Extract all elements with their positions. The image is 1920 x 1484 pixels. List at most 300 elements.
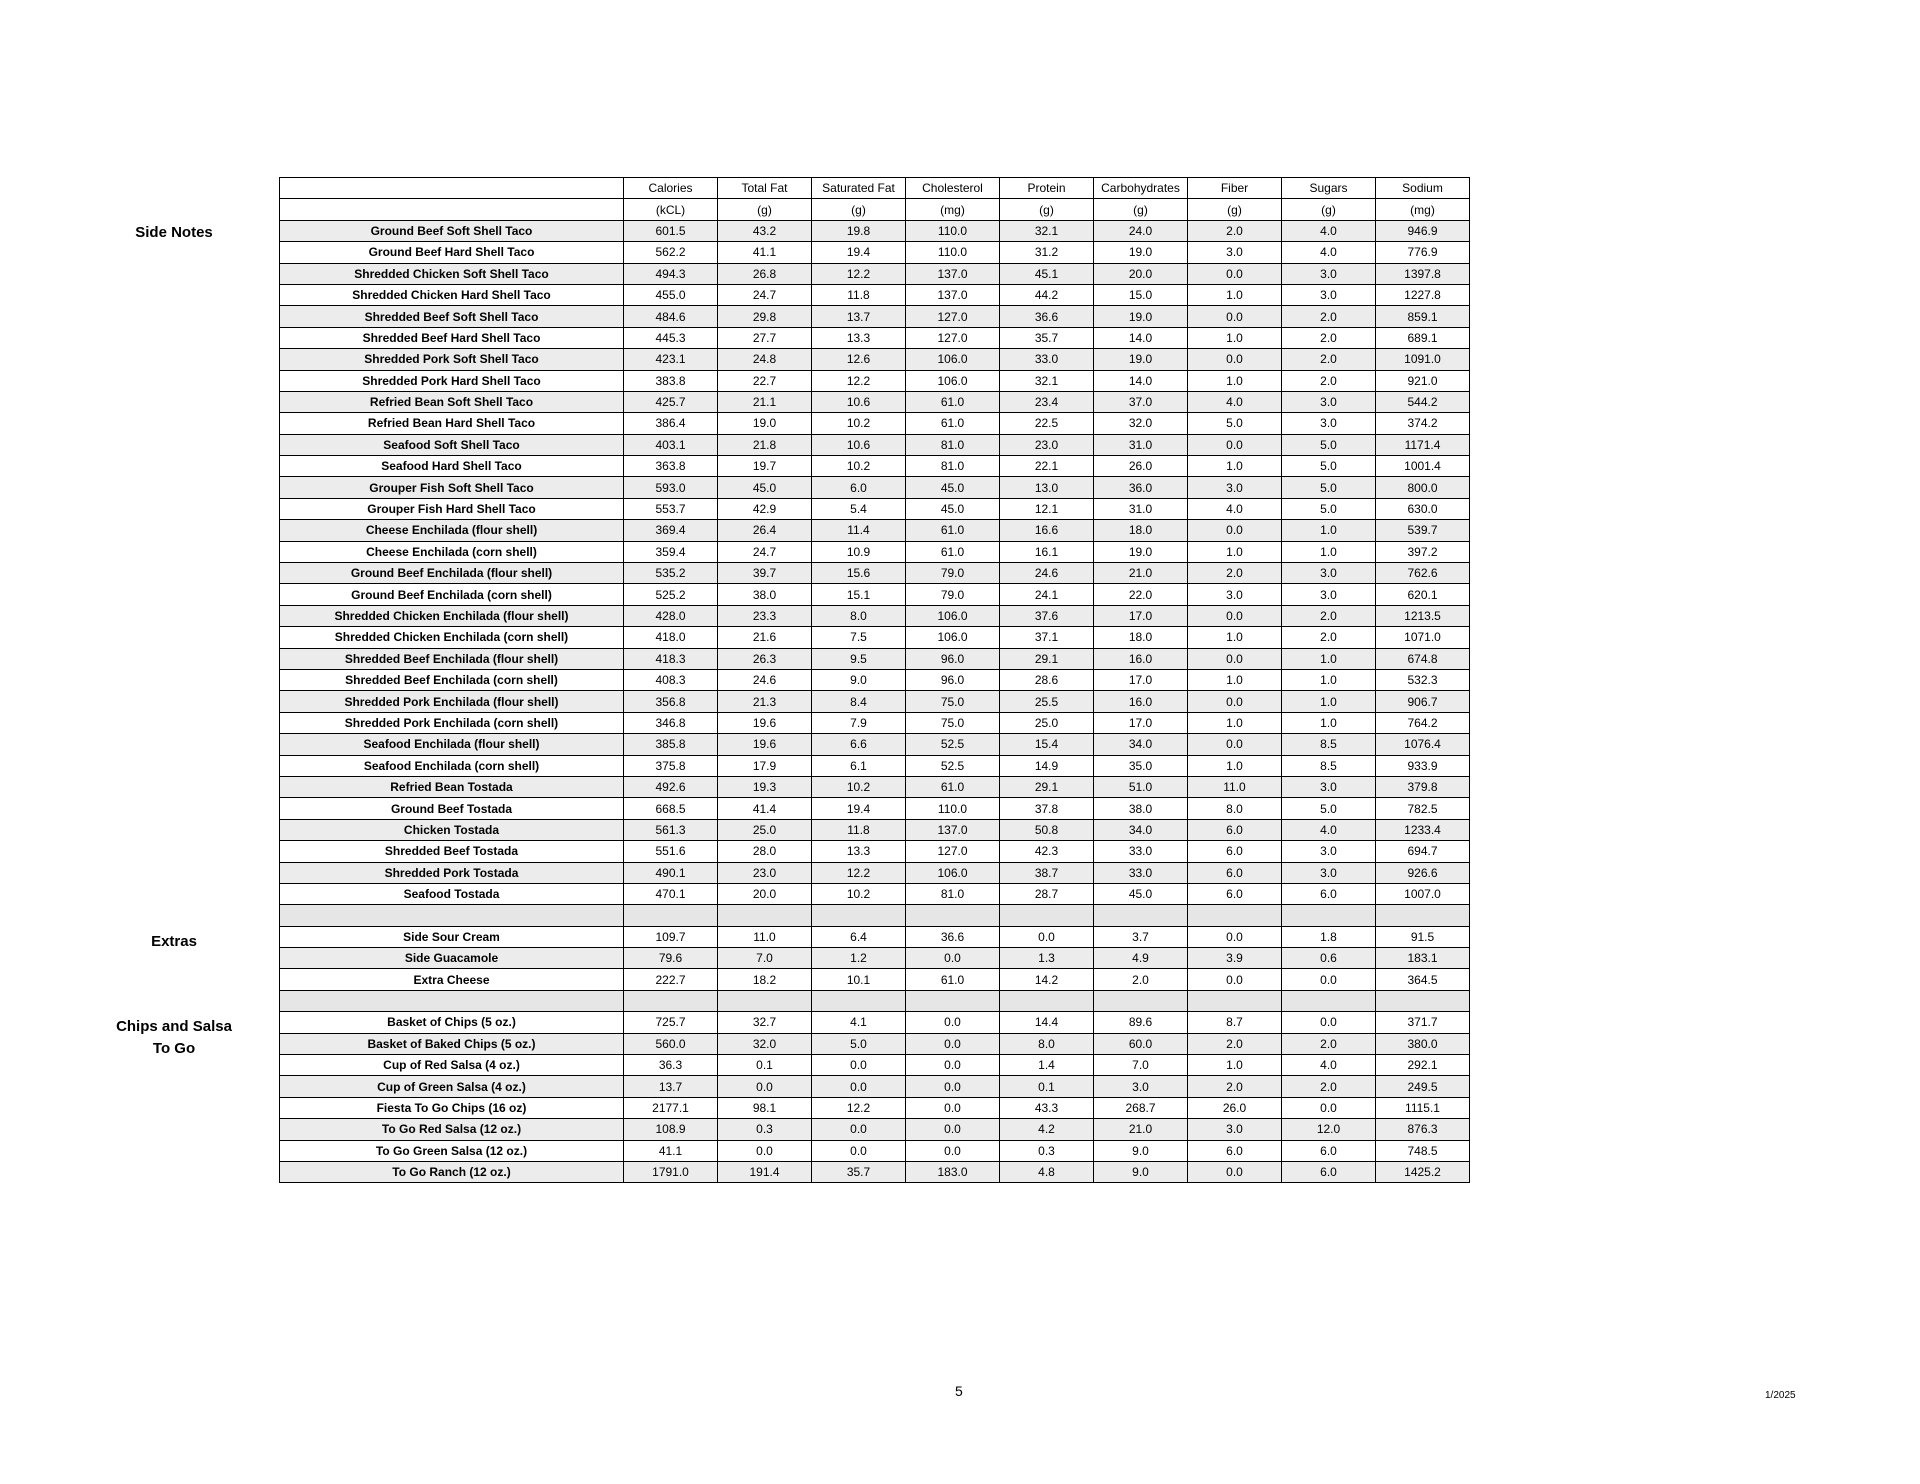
value-cell: 52.5 <box>906 734 1000 755</box>
spacer-cell <box>1282 990 1376 1011</box>
spacer-cell <box>718 990 812 1011</box>
item-name-cell: Shredded Chicken Enchilada (flour shell) <box>280 605 624 626</box>
value-cell: 108.9 <box>624 1119 718 1140</box>
section-label-chips-line1: Chips and Salsa <box>116 1018 232 1035</box>
value-cell: 26.3 <box>718 648 812 669</box>
value-cell: 16.0 <box>1094 648 1188 669</box>
value-cell: 6.1 <box>812 755 906 776</box>
value-cell: 4.2 <box>1000 1119 1094 1140</box>
value-cell: 0.0 <box>1188 520 1282 541</box>
table-row <box>280 734 1470 755</box>
value-cell: 20.0 <box>1094 263 1188 284</box>
value-cell: 6.0 <box>1188 862 1282 883</box>
value-cell: 876.3 <box>1376 1119 1470 1140</box>
value-cell: 17.0 <box>1094 712 1188 733</box>
value-cell: 21.0 <box>1094 1119 1188 1140</box>
spacer-cell <box>280 990 624 1011</box>
value-cell: 2.0 <box>1282 1033 1376 1054</box>
table-row <box>280 862 1470 883</box>
value-cell: 5.4 <box>812 498 906 519</box>
value-cell: 1091.0 <box>1376 349 1470 370</box>
value-cell: 6.0 <box>1282 1161 1376 1182</box>
value-cell: 1.0 <box>1282 669 1376 690</box>
date-stamp: 1/2025 <box>1765 1390 1796 1401</box>
table-row <box>280 498 1470 519</box>
item-name-cell: To Go Ranch (12 oz.) <box>280 1161 624 1182</box>
value-cell: 19.0 <box>1094 242 1188 263</box>
value-cell: 8.5 <box>1282 734 1376 755</box>
value-cell: 800.0 <box>1376 477 1470 498</box>
value-cell: 26.0 <box>1094 456 1188 477</box>
value-cell: 494.3 <box>624 263 718 284</box>
value-cell: 386.4 <box>624 413 718 434</box>
table-row <box>280 605 1470 626</box>
value-cell: 61.0 <box>906 413 1000 434</box>
value-cell: 1425.2 <box>1376 1161 1470 1182</box>
value-cell: 6.0 <box>812 477 906 498</box>
value-cell: 24.0 <box>1094 220 1188 241</box>
value-cell: 921.0 <box>1376 370 1470 391</box>
value-cell: 0.0 <box>906 1097 1000 1118</box>
item-name-cell: Ground Beef Tostada <box>280 798 624 819</box>
value-cell: 61.0 <box>906 541 1000 562</box>
value-cell: 782.5 <box>1376 798 1470 819</box>
value-cell: 36.0 <box>1094 477 1188 498</box>
value-cell: 23.0 <box>1000 434 1094 455</box>
value-cell: 21.6 <box>718 627 812 648</box>
value-cell: 3.0 <box>1282 263 1376 284</box>
value-cell: 36.6 <box>906 926 1000 947</box>
value-cell: 560.0 <box>624 1033 718 1054</box>
value-cell: 492.6 <box>624 776 718 797</box>
value-cell: 106.0 <box>906 627 1000 648</box>
item-name-cell: Seafood Tostada <box>280 883 624 904</box>
value-cell: 1.0 <box>1188 284 1282 305</box>
value-cell: 470.1 <box>624 883 718 904</box>
item-name-cell: Ground Beef Enchilada (flour shell) <box>280 563 624 584</box>
value-cell: 36.3 <box>624 1055 718 1076</box>
value-cell: 0.0 <box>1188 691 1282 712</box>
table-row <box>280 926 1470 947</box>
value-cell: 0.0 <box>906 1140 1000 1161</box>
item-name-cell: Cheese Enchilada (corn shell) <box>280 541 624 562</box>
value-cell: 762.6 <box>1376 563 1470 584</box>
table-row <box>280 456 1470 477</box>
value-cell: 28.6 <box>1000 669 1094 690</box>
value-cell: 137.0 <box>906 263 1000 284</box>
item-name-cell: Ground Beef Soft Shell Taco <box>280 220 624 241</box>
value-cell: 418.0 <box>624 627 718 648</box>
value-cell: 6.0 <box>1188 1140 1282 1161</box>
spacer-cell <box>906 990 1000 1011</box>
value-cell: 127.0 <box>906 306 1000 327</box>
value-cell: 42.3 <box>1000 841 1094 862</box>
value-cell: 1007.0 <box>1376 883 1470 904</box>
spacer-cell <box>1094 990 1188 1011</box>
value-cell: 2.0 <box>1282 627 1376 648</box>
value-cell: 1.0 <box>1188 712 1282 733</box>
spacer-cell <box>280 905 624 926</box>
value-cell: 17.0 <box>1094 605 1188 626</box>
table-row <box>280 220 1470 241</box>
table-row <box>280 349 1470 370</box>
value-cell: 16.0 <box>1094 691 1188 712</box>
column-header: Calories <box>624 178 718 199</box>
value-cell: 16.6 <box>1000 520 1094 541</box>
value-cell: 3.0 <box>1282 862 1376 883</box>
value-cell: 45.0 <box>906 477 1000 498</box>
item-name-cell: Ground Beef Hard Shell Taco <box>280 242 624 263</box>
value-cell: 75.0 <box>906 691 1000 712</box>
table-row <box>280 648 1470 669</box>
value-cell: 37.6 <box>1000 605 1094 626</box>
value-cell: 12.2 <box>812 862 906 883</box>
value-cell: 21.0 <box>1094 563 1188 584</box>
value-cell: 1233.4 <box>1376 819 1470 840</box>
value-cell: 31.2 <box>1000 242 1094 263</box>
table-row <box>280 1076 1470 1097</box>
value-cell: 363.8 <box>624 456 718 477</box>
value-cell: 4.0 <box>1188 391 1282 412</box>
value-cell: 425.7 <box>624 391 718 412</box>
table-row <box>280 263 1470 284</box>
column-header: Total Fat <box>718 178 812 199</box>
section-label-chips-line2: To Go <box>152 1040 196 1057</box>
table-row <box>280 413 1470 434</box>
value-cell: 3.0 <box>1094 1076 1188 1097</box>
value-cell: 1.4 <box>1000 1055 1094 1076</box>
value-cell: 8.0 <box>812 605 906 626</box>
value-cell: 24.7 <box>718 541 812 562</box>
value-cell: 75.0 <box>906 712 1000 733</box>
value-cell: 292.1 <box>1376 1055 1470 1076</box>
item-name-cell: To Go Red Salsa (12 oz.) <box>280 1119 624 1140</box>
table-row <box>280 391 1470 412</box>
value-cell: 13.3 <box>812 841 906 862</box>
value-cell: 620.1 <box>1376 584 1470 605</box>
value-cell: 39.7 <box>718 563 812 584</box>
value-cell: 191.4 <box>718 1161 812 1182</box>
section-label-extras: Extras <box>151 933 197 950</box>
value-cell: 535.2 <box>624 563 718 584</box>
value-cell: 24.6 <box>718 669 812 690</box>
value-cell: 544.2 <box>1376 391 1470 412</box>
item-name-cell: Grouper Fish Soft Shell Taco <box>280 477 624 498</box>
value-cell: 14.9 <box>1000 755 1094 776</box>
value-cell: 10.6 <box>812 434 906 455</box>
value-cell: 5.0 <box>812 1033 906 1054</box>
value-cell: 946.9 <box>1376 220 1470 241</box>
section-label-side-notes: Side Notes <box>135 224 213 241</box>
value-cell: 630.0 <box>1376 498 1470 519</box>
table-row <box>280 627 1470 648</box>
value-cell: 3.0 <box>1188 584 1282 605</box>
value-cell: 4.0 <box>1282 1055 1376 1076</box>
item-name-cell: Shredded Beef Enchilada (corn shell) <box>280 669 624 690</box>
value-cell: 38.7 <box>1000 862 1094 883</box>
item-name-cell: Shredded Beef Hard Shell Taco <box>280 327 624 348</box>
item-name-cell: Shredded Pork Hard Shell Taco <box>280 370 624 391</box>
value-cell: 423.1 <box>624 349 718 370</box>
column-header: Saturated Fat <box>812 178 906 199</box>
spacer-row <box>280 990 1470 1011</box>
value-cell: 44.2 <box>1000 284 1094 305</box>
value-cell: 725.7 <box>624 1012 718 1033</box>
value-cell: 4.0 <box>1188 498 1282 519</box>
value-cell: 6.0 <box>1282 1140 1376 1161</box>
value-cell: 22.0 <box>1094 584 1188 605</box>
value-cell: 13.7 <box>624 1076 718 1097</box>
value-cell: 0.3 <box>1000 1140 1094 1161</box>
value-cell: 8.7 <box>1188 1012 1282 1033</box>
value-cell: 17.9 <box>718 755 812 776</box>
value-cell: 748.5 <box>1376 1140 1470 1161</box>
table-row <box>280 370 1470 391</box>
column-header: Protein <box>1000 178 1094 199</box>
value-cell: 11.0 <box>1188 776 1282 797</box>
value-cell: 106.0 <box>906 370 1000 391</box>
value-cell: 4.8 <box>1000 1161 1094 1182</box>
value-cell: 41.1 <box>624 1140 718 1161</box>
value-cell: 1227.8 <box>1376 284 1470 305</box>
value-cell: 11.0 <box>718 926 812 947</box>
value-cell: 35.0 <box>1094 755 1188 776</box>
value-cell: 1071.0 <box>1376 627 1470 648</box>
value-cell: 1.0 <box>1188 1055 1282 1076</box>
value-cell: 484.6 <box>624 306 718 327</box>
value-cell: 51.0 <box>1094 776 1188 797</box>
value-cell: 0.0 <box>1000 926 1094 947</box>
value-cell: 23.0 <box>718 862 812 883</box>
value-cell: 61.0 <box>906 969 1000 990</box>
value-cell: 3.0 <box>1282 391 1376 412</box>
item-name-cell: Shredded Beef Tostada <box>280 841 624 862</box>
value-cell: 551.6 <box>624 841 718 862</box>
value-cell: 137.0 <box>906 284 1000 305</box>
value-cell: 18.0 <box>1094 627 1188 648</box>
spacer-cell <box>812 990 906 1011</box>
value-cell: 29.1 <box>1000 648 1094 669</box>
value-cell: 79.0 <box>906 563 1000 584</box>
item-name-cell: Refried Bean Tostada <box>280 776 624 797</box>
value-cell: 4.9 <box>1094 948 1188 969</box>
value-cell: 14.0 <box>1094 370 1188 391</box>
value-cell: 98.1 <box>718 1097 812 1118</box>
value-cell: 109.7 <box>624 926 718 947</box>
value-cell: 0.0 <box>812 1055 906 1076</box>
value-cell: 2.0 <box>1188 563 1282 584</box>
spacer-cell <box>1094 905 1188 926</box>
value-cell: 1213.5 <box>1376 605 1470 626</box>
value-cell: 455.0 <box>624 284 718 305</box>
value-cell: 34.0 <box>1094 819 1188 840</box>
value-cell: 12.2 <box>812 370 906 391</box>
value-cell: 532.3 <box>1376 669 1470 690</box>
value-cell: 374.2 <box>1376 413 1470 434</box>
value-cell: 4.1 <box>812 1012 906 1033</box>
value-cell: 379.8 <box>1376 776 1470 797</box>
value-cell: 10.9 <box>812 541 906 562</box>
table-row <box>280 306 1470 327</box>
value-cell: 50.8 <box>1000 819 1094 840</box>
value-cell: 28.0 <box>718 841 812 862</box>
value-cell: 14.4 <box>1000 1012 1094 1033</box>
unit-cell: (mg) <box>906 199 1000 220</box>
value-cell: 1.0 <box>1188 456 1282 477</box>
value-cell: 52.5 <box>906 755 1000 776</box>
value-cell: 0.0 <box>812 1076 906 1097</box>
unit-cell <box>280 199 624 220</box>
value-cell: 33.0 <box>1094 841 1188 862</box>
value-cell: 29.1 <box>1000 776 1094 797</box>
value-cell: 3.0 <box>1282 413 1376 434</box>
unit-cell: (g) <box>812 199 906 220</box>
value-cell: 43.3 <box>1000 1097 1094 1118</box>
value-cell: 6.4 <box>812 926 906 947</box>
item-name-cell: Chicken Tostada <box>280 819 624 840</box>
value-cell: 561.3 <box>624 819 718 840</box>
value-cell: 525.2 <box>624 584 718 605</box>
table-row <box>280 1119 1470 1140</box>
item-name-cell: Cup of Green Salsa (4 oz.) <box>280 1076 624 1097</box>
value-cell: 249.5 <box>1376 1076 1470 1097</box>
value-cell: 0.3 <box>718 1119 812 1140</box>
value-cell: 539.7 <box>1376 520 1470 541</box>
value-cell: 1.0 <box>1188 755 1282 776</box>
value-cell: 375.8 <box>624 755 718 776</box>
value-cell: 33.0 <box>1000 349 1094 370</box>
nutrition-table <box>279 177 1470 1183</box>
value-cell: 3.0 <box>1282 841 1376 862</box>
value-cell: 15.4 <box>1000 734 1094 755</box>
table-row <box>280 1140 1470 1161</box>
value-cell: 0.6 <box>1282 948 1376 969</box>
value-cell: 14.0 <box>1094 327 1188 348</box>
value-cell: 45.1 <box>1000 263 1094 284</box>
value-cell: 1397.8 <box>1376 263 1470 284</box>
value-cell: 35.7 <box>812 1161 906 1182</box>
value-cell: 1115.1 <box>1376 1097 1470 1118</box>
value-cell: 5.0 <box>1188 413 1282 434</box>
value-cell: 29.8 <box>718 306 812 327</box>
value-cell: 15.1 <box>812 584 906 605</box>
value-cell: 23.3 <box>718 605 812 626</box>
value-cell: 13.3 <box>812 327 906 348</box>
value-cell: 8.0 <box>1188 798 1282 819</box>
value-cell: 0.1 <box>1000 1076 1094 1097</box>
value-cell: 19.3 <box>718 776 812 797</box>
value-cell: 24.6 <box>1000 563 1094 584</box>
table-row <box>280 477 1470 498</box>
value-cell: 11.4 <box>812 520 906 541</box>
unit-cell: (g) <box>1000 199 1094 220</box>
value-cell: 26.4 <box>718 520 812 541</box>
value-cell: 268.7 <box>1094 1097 1188 1118</box>
item-name-cell: Shredded Beef Enchilada (flour shell) <box>280 648 624 669</box>
value-cell: 45.0 <box>1094 883 1188 904</box>
column-header: Fiber <box>1188 178 1282 199</box>
value-cell: 9.0 <box>1094 1161 1188 1182</box>
value-cell: 428.0 <box>624 605 718 626</box>
value-cell: 9.0 <box>812 669 906 690</box>
value-cell: 32.1 <box>1000 370 1094 391</box>
spacer-cell <box>906 905 1000 926</box>
value-cell: 5.0 <box>1282 456 1376 477</box>
value-cell: 60.0 <box>1094 1033 1188 1054</box>
spacer-cell <box>812 905 906 926</box>
value-cell: 32.0 <box>1094 413 1188 434</box>
value-cell: 110.0 <box>906 242 1000 263</box>
value-cell: 19.0 <box>1094 349 1188 370</box>
value-cell: 380.0 <box>1376 1033 1470 1054</box>
value-cell: 61.0 <box>906 776 1000 797</box>
value-cell: 25.0 <box>718 819 812 840</box>
value-cell: 418.3 <box>624 648 718 669</box>
value-cell: 10.2 <box>812 776 906 797</box>
value-cell: 25.0 <box>1000 712 1094 733</box>
item-name-cell: Shredded Beef Soft Shell Taco <box>280 306 624 327</box>
value-cell: 408.3 <box>624 669 718 690</box>
item-name-cell: Seafood Enchilada (flour shell) <box>280 734 624 755</box>
value-cell: 127.0 <box>906 841 1000 862</box>
value-cell: 10.1 <box>812 969 906 990</box>
unit-cell: (mg) <box>1376 199 1470 220</box>
value-cell: 10.2 <box>812 883 906 904</box>
table-row <box>280 520 1470 541</box>
table-header-row <box>280 178 1470 199</box>
value-cell: 593.0 <box>624 477 718 498</box>
value-cell: 25.5 <box>1000 691 1094 712</box>
value-cell: 81.0 <box>906 434 1000 455</box>
table-row <box>280 242 1470 263</box>
table-row <box>280 776 1470 797</box>
value-cell: 3.0 <box>1188 242 1282 263</box>
value-cell: 3.0 <box>1282 284 1376 305</box>
value-cell: 6.0 <box>1282 883 1376 904</box>
unit-cell: (g) <box>1094 199 1188 220</box>
value-cell: 0.0 <box>906 1119 1000 1140</box>
table-row <box>280 883 1470 904</box>
value-cell: 127.0 <box>906 327 1000 348</box>
table-row <box>280 691 1470 712</box>
item-name-cell: Cup of Red Salsa (4 oz.) <box>280 1055 624 1076</box>
value-cell: 45.0 <box>906 498 1000 519</box>
value-cell: 19.4 <box>812 798 906 819</box>
spacer-cell <box>624 905 718 926</box>
value-cell: 19.0 <box>1094 306 1188 327</box>
value-cell: 1171.4 <box>1376 434 1470 455</box>
value-cell: 19.7 <box>718 456 812 477</box>
value-cell: 81.0 <box>906 883 1000 904</box>
value-cell: 12.2 <box>812 263 906 284</box>
value-cell: 41.1 <box>718 242 812 263</box>
value-cell: 79.6 <box>624 948 718 969</box>
value-cell: 694.7 <box>1376 841 1470 862</box>
value-cell: 0.0 <box>1188 926 1282 947</box>
spacer-cell <box>1000 905 1094 926</box>
value-cell: 35.7 <box>1000 327 1094 348</box>
value-cell: 383.8 <box>624 370 718 391</box>
value-cell: 0.0 <box>1188 434 1282 455</box>
value-cell: 2.0 <box>1094 969 1188 990</box>
value-cell: 553.7 <box>624 498 718 519</box>
value-cell: 1.0 <box>1282 541 1376 562</box>
table-row <box>280 1161 1470 1182</box>
value-cell: 385.8 <box>624 734 718 755</box>
value-cell: 4.0 <box>1282 220 1376 241</box>
value-cell: 5.0 <box>1282 498 1376 519</box>
value-cell: 45.0 <box>718 477 812 498</box>
